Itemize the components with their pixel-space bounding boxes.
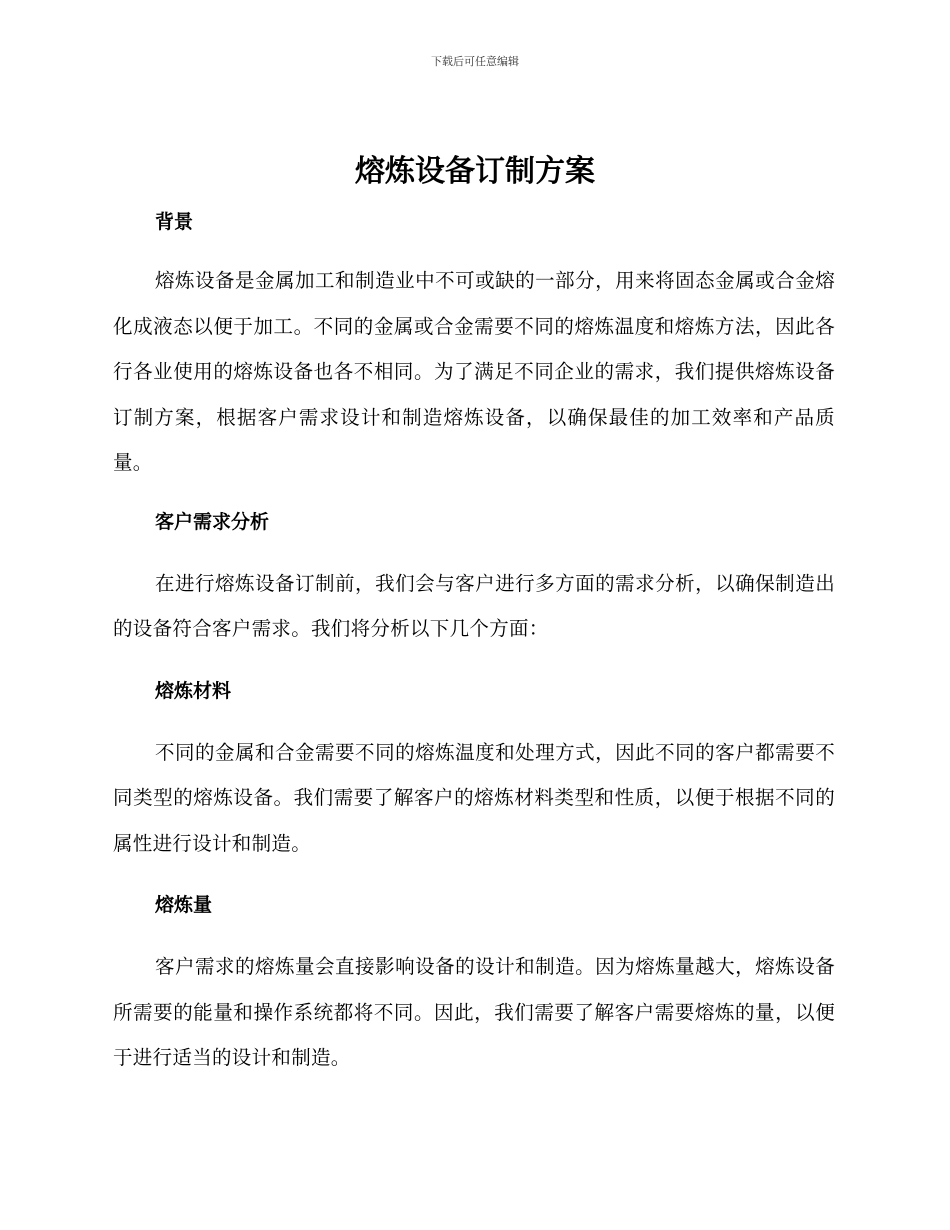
section-heading-materials: 熔炼材料 — [155, 679, 232, 702]
header-note: 下载后可任意编辑 — [431, 55, 519, 68]
section-heading-customer-needs: 客户需求分析 — [155, 510, 270, 533]
paragraph-background: 熔炼设备是金属加工和制造业中不可或缺的一部分，用来将固态金属或合金熔化成液态以便于加工。不同的金属或合金需要不同的熔炼温度和熔炼方法，因此各行各业使用的熔炼设备也各不相同。为了满足不同企业的需求，我们提供熔炼设备订制方案，根据客户需求设计和制造熔炼设备，以确保最佳的加工效率和产品质量。 — [113, 269, 835, 474]
paragraph-customer-needs: 在进行熔炼设备订制前，我们会与客户进行多方面的需求分析，以确保制造出的设备符合客户需求。我们将分析以下几个方面： — [113, 571, 835, 640]
paragraph-materials: 不同的金属和合金需要不同的熔炼温度和处理方式，因此不同的客户都需要不同类型的熔炼设备。我们需要了解客户的熔炼材料类型和性质，以便于根据不同的属性进行设计和制造。 — [113, 740, 835, 855]
section-heading-background: 背景 — [155, 211, 194, 233]
paragraph-amount: 客户需求的熔炼量会直接影响设备的设计和制造。因为熔炼量越大，熔炼设备所需要的能量和操作系统都将不同。因此，我们需要了解客户需要熔炼的量，以便于进行适当的设计和制造。 — [113, 955, 835, 1069]
document-body — [113, 205, 835, 1081]
section-heading-amount: 熔炼量 — [155, 894, 213, 916]
document-title: 熔炼设备订制方案 — [355, 154, 595, 189]
